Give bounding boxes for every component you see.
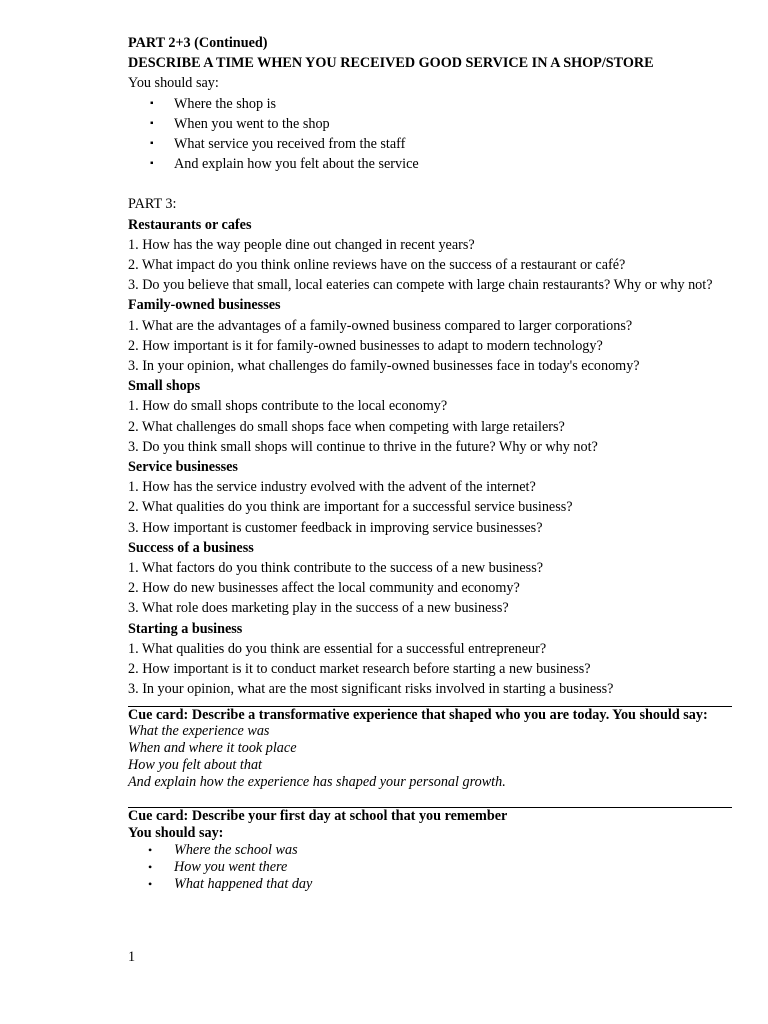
list-item: ▪ When you went to the shop [128,114,732,134]
list-item: • How you went there [148,858,288,875]
question: 2. How do new businesses affect the local community and economy? [128,580,520,597]
section-title: Family-owned businesses [128,297,281,314]
part23-intro: You should say: [128,75,219,92]
list-item: ▪ Where the shop is [128,94,732,114]
question: 2. How important is it to conduct market research before starting a new business? [128,661,591,678]
list-item: ▪ What service you received from the staff [128,134,732,154]
page-number: 1 [128,949,136,965]
list-item: • Where the school was [148,842,298,859]
cue-card-title: Cue card: Describe a transformative experience that shaped who you are today. You should say: [128,706,708,723]
section-title: Success of a business [128,539,254,556]
list-item: • What happened that day [148,875,313,892]
question: 3. In your opinion, what are the most significant risks involved in starting a business? [128,681,614,698]
part23-heading: PART 2+3 (Continued) [128,35,268,51]
question: 3. What role does marketing play in the success of a new business? [128,600,509,617]
cue-point: What the experience was [128,723,270,740]
cue-card-subtitle: You should say: [128,825,224,842]
section-title: Restaurants or cafes [128,216,252,233]
question: 1. What factors do you think contribute to the success of a new business? [128,560,544,577]
bullet-icon: • [148,876,153,891]
bullet-icon: • [148,843,153,858]
question: 3. Do you think small shops will continue to thrive in the future? Why or why not? [128,438,598,455]
section-service-businesses [128,457,732,538]
question: 1. What qualities do you think are essential for a successful entrepreneur? [128,640,547,657]
question: 1. What are the advantages of a family-owned business compared to larger corporations? [128,317,633,334]
question: 3. In your opinion, what challenges do family-owned businesses face in today's economy? [128,358,640,375]
question: 2. What qualities do you think are important for a successful service business? [128,499,573,516]
cue-point: And explain how the experience has shaped your personal growth. [128,773,506,790]
square-bullet-icon: ▪ [150,138,154,150]
cue-point: How you felt about that [128,756,262,773]
part3-heading: PART 3: [128,196,177,213]
bullet-icon: • [148,859,153,874]
question: 1. How has the way people dine out changed in recent years? [128,236,475,253]
cue-points [128,842,732,892]
question: 1. How do small shops contribute to the local economy? [128,398,448,415]
section-starting [128,619,732,700]
section-family-owned [128,295,732,376]
question: 2. What challenges do small shops face when competing with large retailers? [128,418,565,435]
section-title: Small shops [128,378,201,395]
question: 3. How important is customer feedback in improving service businesses? [128,519,543,536]
section-title: Service businesses [128,459,238,476]
part23-topic: DESCRIBE A TIME WHEN YOU RECEIVED GOOD SERVICE IN A SHOP/STORE [128,55,654,72]
square-bullet-icon: ▪ [150,97,154,109]
section-restaurants [128,215,732,296]
cue-card-title: Cue card: Describe your first day at school that you remember [128,808,508,825]
section-title: Starting a business [128,620,243,637]
question: 2. What impact do you think online reviews have on the success of a restaurant or café? [128,257,626,274]
part23-points [128,94,732,175]
section-success [128,538,732,619]
question: 1. How has the service industry evolved with the advent of the internet? [128,479,536,496]
spacer [128,174,732,194]
question: 2. How important is it for family-owned businesses to adapt to modern technology? [128,337,603,354]
question: 3. Do you believe that small, local eateries can compete with large chain restaurants? Why or why not? [128,277,713,294]
section-small-shops [128,376,732,457]
square-bullet-icon: ▪ [150,117,154,129]
page-content [128,33,732,892]
square-bullet-icon: ▪ [150,158,154,170]
cue-card-2 [128,808,732,892]
list-item: ▪ And explain how you felt about the service [128,154,732,174]
cue-point: When and where it took place [128,740,297,757]
cue-card-1 [128,707,732,791]
spacer [128,790,732,807]
